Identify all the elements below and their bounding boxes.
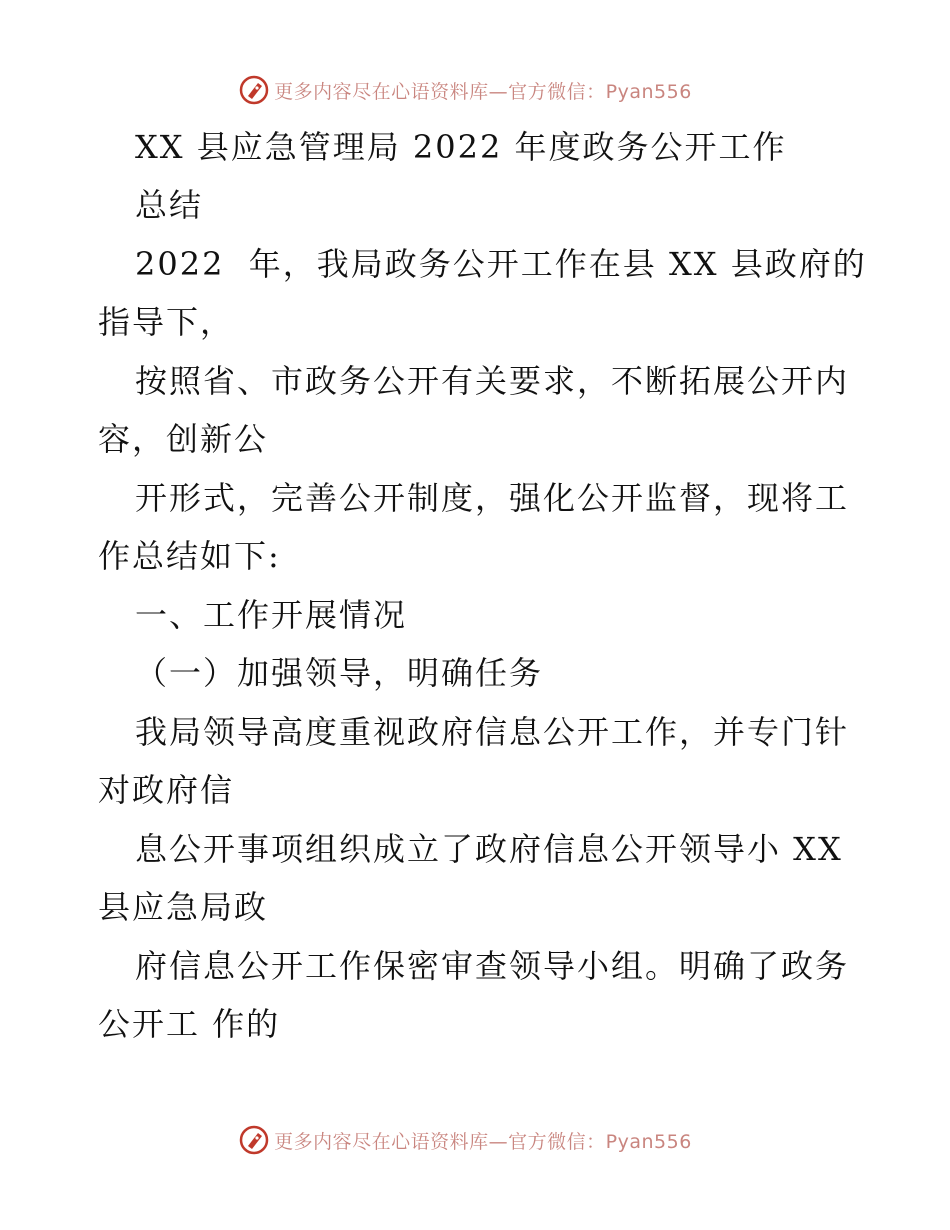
paragraph-line: 容，创新公: [98, 420, 269, 458]
document-title-line-2: 总结: [135, 186, 204, 224]
pen-nib-logo-icon: [238, 74, 270, 106]
header-watermark: [0, 70, 950, 110]
pen-nib-logo-icon: [238, 1124, 270, 1156]
paragraph-line: 县应急局政: [98, 888, 269, 926]
paragraph-line: 公开工 作的: [98, 1005, 281, 1043]
watermark-text: 更多内容尽在心语资料库—官方微信：Pyan556: [274, 80, 692, 103]
paragraph-line: 息公开事项组织成立了政府信息公开领导小 XX: [135, 830, 843, 868]
paragraph-line: 指导下，: [98, 303, 235, 341]
footer-watermark: [0, 1120, 950, 1160]
paragraph-line: 对政府信: [98, 771, 235, 809]
paragraph-line: 我局领导高度重视政府信息公开工作，并专门针: [135, 713, 850, 751]
section-heading: 一、工作开展情况: [135, 596, 408, 634]
paragraph-line: 开形式，完善公开制度，强化公开监督，现将工: [135, 479, 850, 517]
paragraph-line: 作总结如下:: [98, 537, 281, 575]
paragraph-line: 府信息公开工作保密审查领导小组。明确了政务: [135, 947, 850, 985]
watermark-text: 更多内容尽在心语资料库—官方微信：Pyan556: [274, 1130, 692, 1153]
document-title-line-1: XX 县应急管理局 2022 年度政务公开工作: [135, 128, 787, 166]
paragraph-line: 2022 年，我局政务公开工作在县 XX 县政府的: [135, 245, 867, 283]
subsection-heading: （一）加强领导，明确任务: [135, 654, 544, 692]
paragraph-line: 按照省、市政务公开有关要求，不断拓展公开内: [135, 362, 850, 400]
